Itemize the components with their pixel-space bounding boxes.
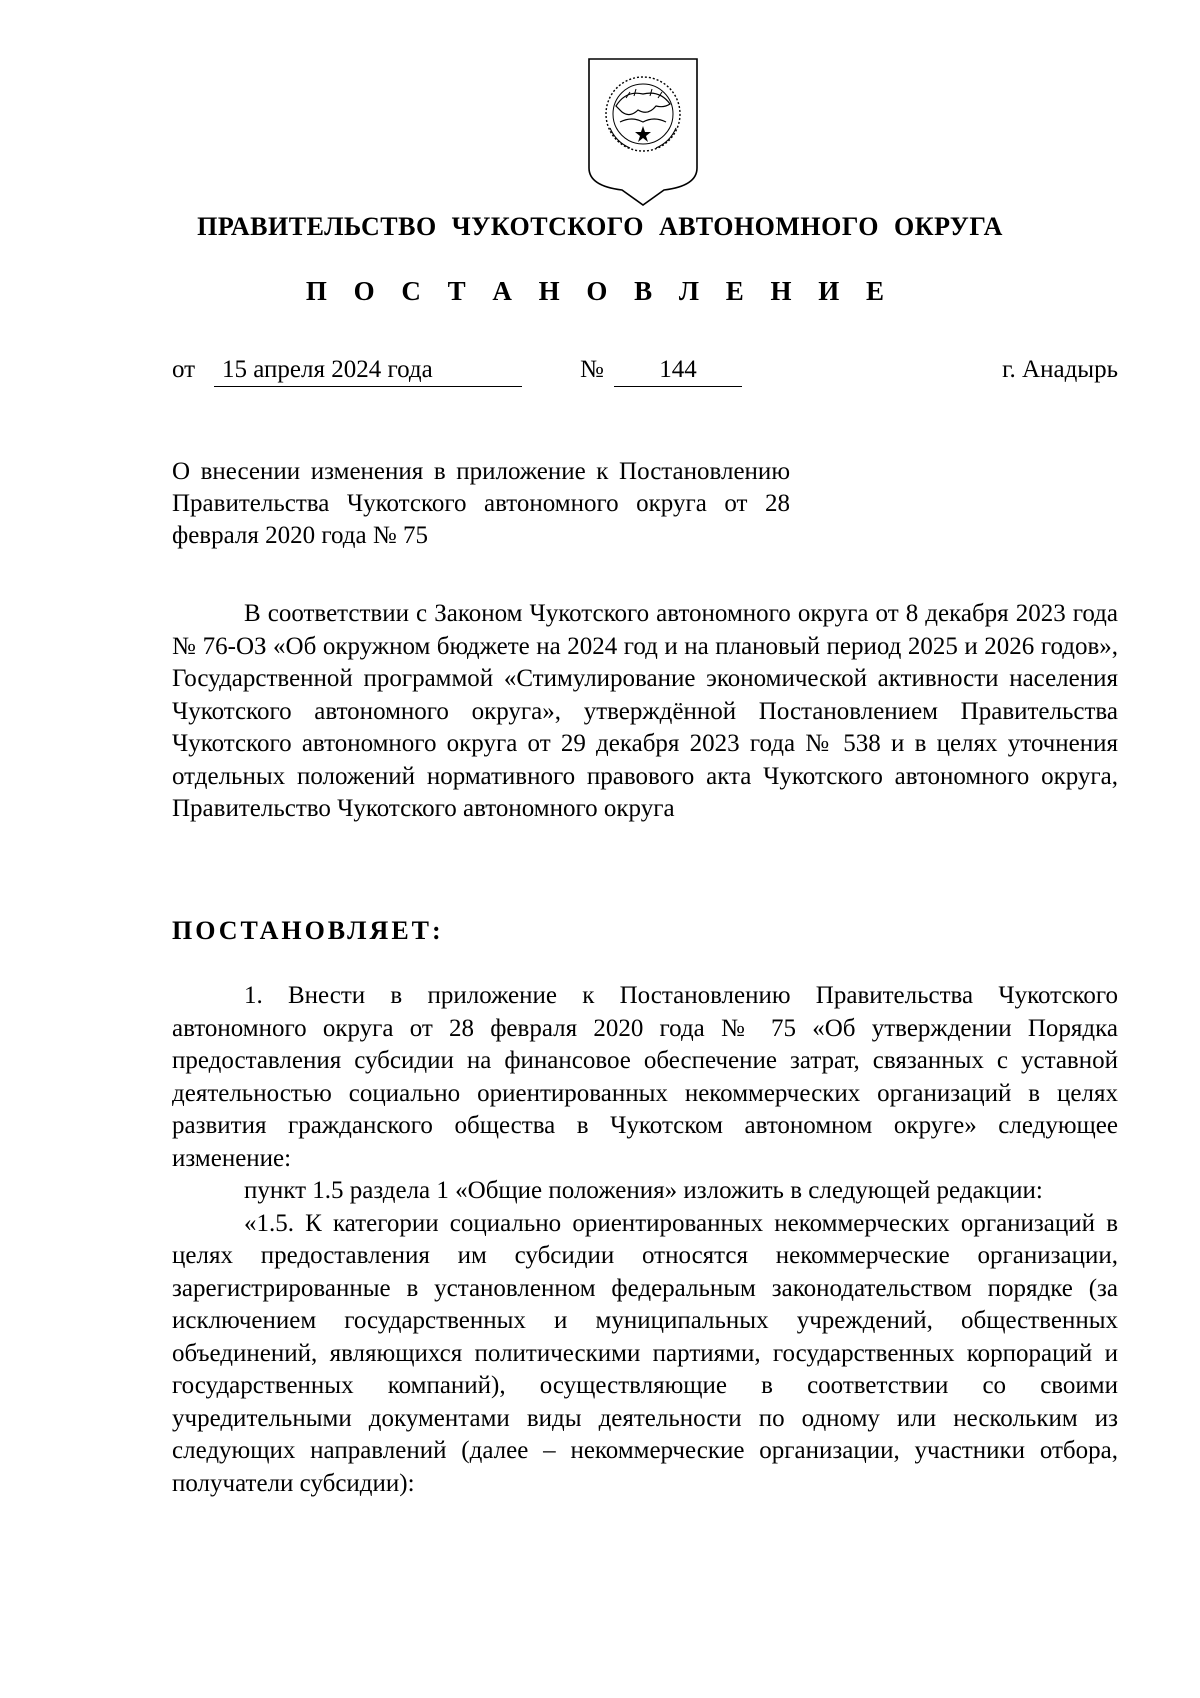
document-meta-line <box>172 356 1118 396</box>
date-prefix-label: от <box>172 356 196 383</box>
clause-1-5-paragraph: «1.5. К категории социально ориентированных некоммерческих организаций в целях предоставления им субсидии относятся некоммерческие организации, зарегистрированные в установленном федеральным законодательством порядке (за исключением государственных и муниципальных учреждений, общественных объединений, являющихся политическими партиями, государственных корпораций и государственных компаний), осуществляющие в соответствии со своими учредительными документами виды деятельности по одному или нескольким из следующих направлений (далее – некоммерческие организации, участники отбора, получатели субсидии): <box>172 1209 1118 1497</box>
item-1-paragraph: 1. Внести в приложение к Постановлению Правительства Чукотского автономного округа от 28 февраля 2020 года № 75 «Об утверждении Порядка предоставления субсидии на финансовое обеспечение затрат, связанных с уставной деятельностью социально ориентированных некоммерческих организаций в целях развития гражданского общества в Чукотском автономном округе» следующее изменение: <box>172 982 1118 1172</box>
preamble-paragraph: В соответствии с Законом Чукотского автономного округа от 8 декабря 2023 года № 76-ОЗ «Об окружном бюджете на 2024 год и на плановый период 2025 и 2026 годов», Государственной программой «Стимулирование экономической активности населения Чукотского автономного округа», утверждённой Постановлением Правительства Чукотского автономного округа от 29 декабря 2023 года № 538 и в целях уточнения отдельных положений нормативного правового акта Чукотского автономного округа, Правительство Чукотского автономного округа <box>172 600 1118 822</box>
document-number: 144 <box>614 356 742 387</box>
document-date: 15 апреля 2024 года <box>214 356 522 387</box>
document-type-title: П О С Т А Н О В Л Е Н И Е <box>305 276 895 306</box>
government-title: ПРАВИТЕЛЬСТВО ЧУКОТСКОГО АВТОНОМНОГО ОКРУГА <box>197 212 1003 241</box>
coat-of-arms-emblem <box>586 56 700 206</box>
resolution-items <box>172 980 1118 1500</box>
document-subject: О внесении изменения в приложение к Постановлению Правительства Чукотского автономного округа от 28 февраля 2020 года № 75 <box>172 458 790 549</box>
item-1-subparagraph: пункт 1.5 раздела 1 «Общие положения» изложить в следующей редакции: <box>244 1177 1043 1204</box>
number-label: № <box>580 356 604 383</box>
city-name: г. Анадырь <box>1002 356 1118 383</box>
preamble-block <box>172 598 1118 826</box>
resolves-heading: ПОСТАНОВЛЯЕТ: <box>172 916 444 945</box>
